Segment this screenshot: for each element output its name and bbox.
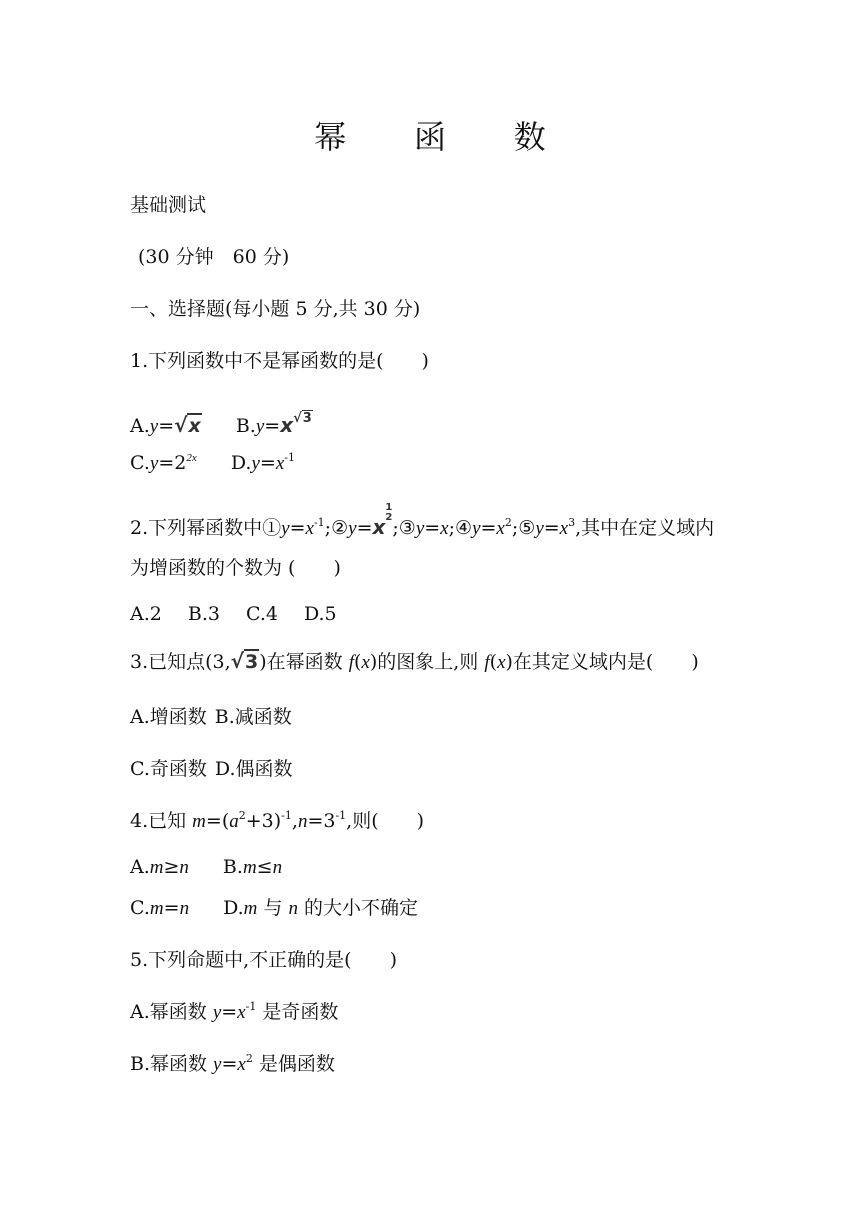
q4-options-ab: [130, 854, 282, 881]
q1-option-b: $B.y=x^{√3}$: [236, 415, 313, 437]
q2-options: [130, 601, 337, 627]
sqrt-symbol: √3: [230, 649, 259, 673]
q1-stem: 1.下列函数中不是幂函数的是( ): [130, 350, 429, 372]
q3-options-cd: [130, 756, 293, 782]
q4-option-a: A.m≥n: [130, 856, 189, 878]
q2-stem-line1: 2.下列幂函数中$①y=x^{-1};②y=x$ 1 2 $;③y=x;④y=x^2;⑤y=x^3$,其中在定义域内: [130, 502, 715, 539]
q5-option-b: B.幂函数 $y=x^2$ 是偶函数: [130, 1052, 335, 1075]
q4-option-b: B.m≤n: [222, 856, 283, 878]
q4-stem: 4.已知 $m=(a^2+3)^{-1},n=3^{-1}$,则( ): [130, 809, 425, 832]
q3-option-c: C.奇函数: [130, 758, 207, 780]
q2-option-c: C.4: [245, 603, 278, 625]
time-score: (30 分钟 60 分): [138, 246, 290, 268]
q1-options-ab: [130, 406, 313, 440]
q3-options-ab: [130, 704, 292, 730]
q1-options-cd: [130, 450, 295, 477]
q5-stem: 5.下列命题中,不正确的是( ): [130, 949, 397, 971]
q1-option-d: $D.y=x^{-1}$: [230, 451, 295, 474]
q2-stem-line2: 为增函数的个数为 ( ): [130, 557, 341, 579]
page-title: 幂 函 数: [314, 118, 575, 156]
q2-option-d: D.5: [303, 603, 337, 625]
q3-option-a: A.增函数: [130, 706, 207, 728]
q1-option-a: A.y=√x: [130, 413, 201, 437]
q2-option-b: B.3: [187, 603, 220, 625]
q2-option-a: A.2: [130, 603, 162, 625]
q1-option-c: $C.y=2^{2x}$: [130, 452, 197, 474]
sqrt-symbol: √3: [293, 411, 312, 426]
section-label: 基础测试: [130, 194, 207, 216]
q5-option-a: A.幂函数 $y=x^{-1}$ 是奇函数: [130, 1000, 339, 1023]
fraction-exponent: 1 2: [385, 502, 393, 523]
q3-option-b: B.减函数: [214, 706, 292, 728]
q4-option-d: D.m 与 n 的大小不确定: [223, 897, 419, 919]
q4-options-cd: [130, 895, 418, 922]
q3-stem: 3.已知点(3,√3)在幂函数 f(x)的图象上,则 f(x)在其定义域内是( ): [130, 649, 699, 673]
q3-option-d: D.偶函数: [214, 758, 293, 780]
q4-option-c: C.m=n: [130, 897, 190, 919]
sqrt-symbol: √x: [174, 413, 201, 437]
part-heading: 一、选择题(每小题 5 分,共 30 分): [130, 298, 421, 320]
